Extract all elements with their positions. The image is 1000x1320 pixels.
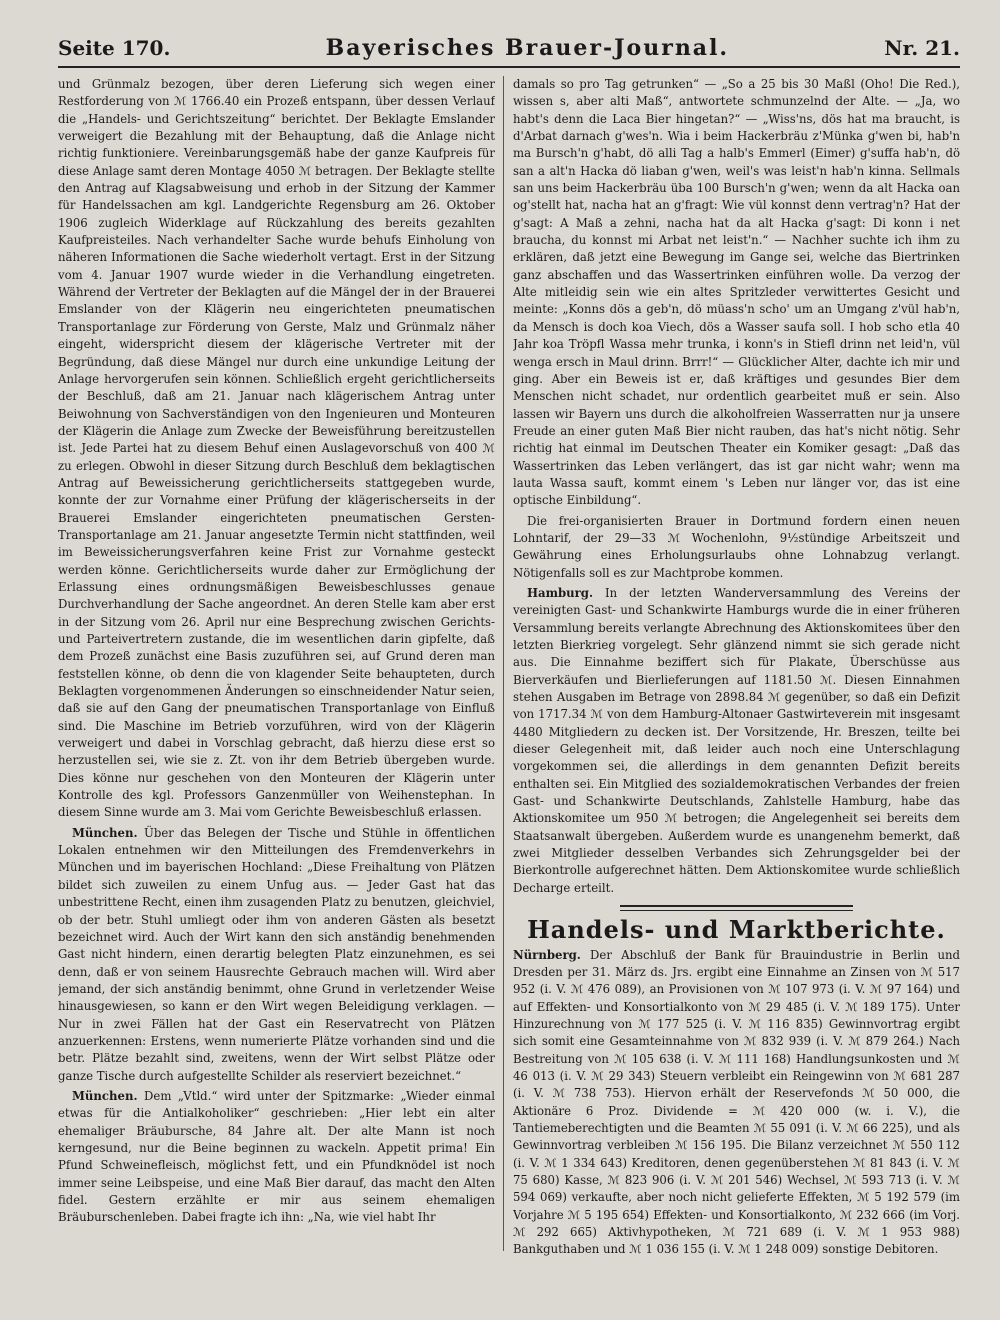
place-keyword: Hamburg. (527, 585, 594, 600)
article-text: In der letzten Wanderversammlung des Vereins der vereinigten Gast- und Schankwirte Hamburgs wurde die in einer früheren Versammlung bereits verlangte Abrechnung des Aktionskomitees über den letzten Bierkrieg vorgelegt. Sehr glänzend nimmt sie sich gerade nicht aus. Die Einnahme beziffert sich für Plakate, Überschüsse aus Bierverkäufen und Bierlieferungen auf 1181.50 ℳ. Diesen Einnahmen stehen Ausgaben im Betrage von 2898.84 ℳ gegenüber, so daß ein Defizit von 1717.34 ℳ von dem Hamburg-Altonaer Gastwirteverein mit insgesamt 4480 Mitgliedern zu decken ist. Der Vorsitzende, Hr. Breszen, teilte bei dieser Gelegenheit mit, daß leider auch noch eine Unterschlagung vorgekommen sei, die allerdings in dem genannten Defizit bereits enthalten sei. Ein Mitglied des sozialdemokratischen Verbandes der freien Gast- und Schankwirte Deutschlands, Zahlstelle Hamburg, habe das Aktionskomitee um 950 ℳ betrogen; die Angelegenheit sei bereits dem Staatsanwalt übergeben. Außerdem wurde es unangenehm bemerkt, daß zwei Mitglieder desselben Verbandes sich Zehrungsgelder bei der Bierkontrolle aufgerechnet hätten. Dem Aktionskomitee wurde schließlich Decharge erteilt. (513, 585, 960, 895)
article-text: Dem „Vtld.“ wird unter der Spitzmarke: „Wieder einmal etwas für die Antialkoholiker“ geschrieben: „Hier lebt ein alter ehemaliger Bräuburschе, 84 Jahre alt. Der alte Mann ist noch kerngesund, nur die Beine beginnen zu wackeln. Appetit prima! Ein Pfund Schweinefleisch, möglichst fett, und ein Pfundknödel ist noch immer seine Leibspeise, und eine Maß Bier darauf, das macht den Alten fidel. Gestern erzählte er mir aus seinem ehemaligen Bräuburschenleben. Dabei fragte ich ihn: „Na, wie viel habt Ihr (58, 1088, 495, 1225)
section-heading: Handels- und Marktberichte. (527, 915, 946, 945)
article-text: Der Abschluß der Bank für Brauindustrie in Berlin und Dresden per 31. März ds. Jrs. ergibt eine Einnahme an Zinsen von ℳ 517 952 (i. V. ℳ 476 089), an Provisionen von ℳ 107 973 (i. V. ℳ 97 164) und auf Effekten- und Konsortialkonto von ℳ 29 485 (i. V. ℳ 189 175). Unter Hinzurechnung von ℳ 177 525 (i. V. ℳ 116 835) Gewinnvortrag ergibt sich somit eine Gesamteinnahme von ℳ 832 939 (i. V. ℳ 879 264.) Nach Bestreitung von ℳ 105 638 (i. V. ℳ 111 168) Handlungsunkosten und ℳ 46 013 (i. V. ℳ 29 343) Steuern verbleibt ein Reingewinn von ℳ 681 287 (i. V. ℳ 738 753). Hiervon erhält der Reservefonds ℳ 50 000, die Aktionäre 6 Proz. Dividende = ℳ 420 000 (w. i. V.), die Tantiemeberechtigten und die Beamten ℳ 55 091 (i. V. ℳ 66 225), und als Gewinnvortrag verbleiben ℳ 156 195. Die Bilanz verzeichnet ℳ 550 112 (i. V. ℳ 1 334 643) Kreditoren, denen gegenüberstehen ℳ 81 843 (i. V. ℳ 75 680) Kasse, ℳ 823 906 (i. V. ℳ 201 546) Wechsel, ℳ 593 713 (i. V. ℳ 594 069) verkaufte, aber noch nicht gelieferte Effekten, ℳ 5 192 579 (im Vorjahre ℳ 5 195 654) Effekten- und Konsortialkonto, ℳ 232 666 (im Vorj. ℳ 292 665) Aktivhypotheken, ℳ 721 689 (i. V. ℳ 1 953 988) Bankguthaben und ℳ 1 036 155 (i. V. ℳ 1 248 009) sonstige Debitoren. (513, 947, 960, 1257)
article-paragraph: Die frei-organisierten Brauer in Dortmund fordern einen neuen Lohntarif, der 29—33 ℳ Wochenlohn, 9½stündige Arbeitszeit und Gewährung eines Erholungsurlaubs ohne Lohnabzug verlangt. Nötigenfalls soll es zur Machtprobe kommen. (513, 513, 960, 580)
place-keyword: München. (72, 825, 138, 840)
article-paragraph: und Grünmalz bezogen, über deren Lieferung sich wegen einer Restforderung von ℳ 1766.40 ein Prozeß entspann, über dessen Verlauf die „Handels- und Gerichtszeitung“ berichtet. Der Beklagte Emslander verweigert die Bezahlung mit der Behauptung, daß die Anlage nicht richtig funktioniere. Vereinbarungsgemäß habe der ganze Kaufpreis für diese Anlage samt deren Montage 4050 ℳ betragen. Der Beklagte stellte den Antrag auf Klagsabweisung und erhob in der Sitzung der Kammer für Handelssachen am kgl. Landgerichte Regensburg am 26. Oktober 1906 zugleich Widerklage auf Rückzahlung des bereits gezahlten Kaufpreisteiles. Nach verhandelter Sache wurde behufs Einholung von näheren Informationen die Sache wiederholt vertagt. Erst in der Sitzung vom 4. Januar 1907 wurde wieder in die Verhandlung eingetreten. Während der Vertreter der Beklagten auf die Mängel der in der Brauerei Emslander von der Klägerin neu eingerichteten pneumatischen Transportanlage zur Förderung von Gerste, Malz und Grünmalz näher eingeht, widerspricht diesem der klägerische Vertreter mit der Begründung, daß diese Mängel nur durch eine unkundige Leitung der Anlage hervorgerufen sein können. Schließlich ergeht gerichtlicherseits der Beschluß, daß am 21. Januar nach klägerischem Antrag unter Beiwohnung von Sachverständigen von den Ingenieuren und Monteuren der Klägerin die Anlage zum Zwecke der Beweisführung bereitzustellen ist. Jede Partei hat zu diesem Behuf einen Auslagevorschuß von 400 ℳ zu erlegen. Obwohl in dieser Sitzung durch Beschluß dem beklagtischen Antrag auf Beweissicherung gerichtlicherseits stattgegeben wurde, konnte der zur Vornahme einer Prüfung der klägerischerseits in der Brauerei Emslander eingerichteten pneumatischen Gersten-Transportanlage am 21. Januar angesetzte Termin nicht stattfinden, weil im Beweissicherungsverfahren keine Frist zur Vornahme gesteckt werden könne. Gerichtlicherseits wurde daher zur Ermöglichung der Erlassung eines ordnungsmäßigen Beweisbeschlusses genaue Durchverhandlung der Sache angeordnet. An deren Stelle kam aber erst in der Sitzung vom 26. April nur eine Besprechung zwischen Gerichts- und Parteivertretern zustande, die im wesentlichen darin gipfelte, daß dem Prozeß zunächst eine Basis zuzuführen sei, auf Grund deren man feststellen könne, ob denn die von klagender Seite behaupteten, durch Beklagten vorgenommenen Änderungen so einschneidender Natur seien, daß sie auf den Gang der pneumatischen Transportanlage von Einfluß sind. Die Maschine im Betrieb vorzuführen, wird von der Klägerin verweigert und dabei in Vorschlag gebracht, daß hierzu diese erst so herzustellen sei, wie sie z. Zt. von ihr dem Betrieb übergeben wurde. Dies könne nur geschehen von den Monteuren der Klägerin unter Kontrolle des kgl. Professors Ganzenmüller von Weihenstephan. In diesem Sinne wurde am 3. Mai vom Gerichte Beweisbeschluß erlassen. (58, 77, 495, 820)
article-paragraph (58, 1088, 495, 1227)
article-text: Über das Belegen der Tische und Stühle in öffentlichen Lokalen entnehmen wir den Mitteilungen des Fremdenverkehrs in München und im bayerischen Hochland: „Diese Freihaltung von Plätzen bildet sich zuweilen zu einem Unfug aus. — Jeder Gast hat das unbestrittene Recht, einen ihm zusagenden Platz zu benutzen, gleichviel, ob der betr. Stuhl umliegt oder ihm von anderen Gästen als besetzt bezeichnet wird. Auch der Wirt kann den sich anständig benehmenden Gast nicht hindern, einen derartig belegten Platz einzunehmen, es sei denn, daß er von seinem Hausrechte Gebrauch machen will. Wird aber jemand, der sich anständig benimmt, ohne Grund in verletzender Weise hinausgewiesen, so kann er den Wirt wegen Beleidigung verklagen. — Nur in zwei Fällen hat der Gast ein Reservatrecht von Plätzen anzuerkennen: Erstens, wenn numerierte Plätze vorhanden sind und die betr. Plätze bezahlt sind, zweitens, wenn der Wirt selbst Plätze oder ganze Tische durch aufgestellte Schilder als reserviert bezeichnet.“ (58, 825, 495, 1083)
article-paragraph: damals so pro Tag getrunken“ — „So a 25 bis 30 Maßl (Oho! Die Red.), wissen s, aber alti Maß“, antwortete schmunzelnd der Alte. — „Ja, wo habt's denn die Laca Bier hingetan?“ — „Wiss'ns, dös hat ma braucht, is d'Arbat darnach g'wes'n. Wia i beim Hackerbräu z'Münka g'wen bi, hab'n ma Bursch'n g'habt, dö alli Tag a halb's Emmerl (Eimer) g'suffa hab'n, dö san a alt'n Hacka dö liaban g'wen, weil's was leist'n hab'n kinna. Sellmals san uns beim Hackerbräu üba 100 Bursch'n g'wen; wenn da alt Hacka oan og'stellt hat, nacha hat an g'fragt: Wie vül konnst denn vertrag'n? Hat der g'sagt: A Maß a zehni, nacha hat da alt Hacka g'sagt: Di konn i net braucha, du konnst mi Arbat net leist'n.“ — Nachher suchte ich ihm zu erklären, daß jetzt eine Bewegung im Gange sei, welche das Biertrinken ganz abschaffen und das Wassertrinken einführen wolle. Da verzog der Alte mitleidig sein wie ein altes Spritzleder verwittertes Gesicht und meinte: „Konns dös a geb'n, dö müass'n scho' um an Umgang z'vül hab'n, da Mensch is doch koa Viech, dös a Wasser saufa soll. I hob scho etla 40 Jahr koa Tröpfl Wassa mehr trunka, i konn's in Stiefl drinn net leid'n, vül wenga ersch in Maul drinn. Brrr!“ — Glücklicher Alter, dachte ich mir und ging. Aber ein Beweis ist er, daß kräftiges und gesundes Bier dem Menschen nicht schadet, nur ordentlich gearbeitet muß er sein. Also lassen wir Bayern uns durch die alkoholfreien Wasserratten nur ja unsere Freude an einer guten Maß Bier nicht rauben, das hat's nicht nötig. Sehr richtig hat einmal im Deutschen Theater ein Komiker gesagt: „Daß das Wassertrinken das Leben verlängert, das ist gar nicht wahr; wenn ma lauta Wassa sauft, kommt einem 's Leben nur länger vor, das ist eine optische Einbildung“. (513, 77, 960, 508)
article-paragraph (513, 947, 960, 1259)
article-paragraph (58, 825, 495, 1085)
journal-title: Bayerisches Brauer-Journal. (325, 35, 730, 61)
page-header (58, 30, 960, 68)
left-column (58, 76, 495, 1271)
place-keyword: Nürnberg. (513, 947, 581, 962)
right-column (513, 76, 960, 1271)
section-rule (620, 905, 852, 911)
issue-number: Nr. 21. (884, 36, 960, 60)
article-paragraph (513, 585, 960, 897)
page-number: Seite 170. (58, 36, 171, 60)
place-keyword: München. (72, 1088, 138, 1103)
column-divider (503, 76, 504, 1251)
